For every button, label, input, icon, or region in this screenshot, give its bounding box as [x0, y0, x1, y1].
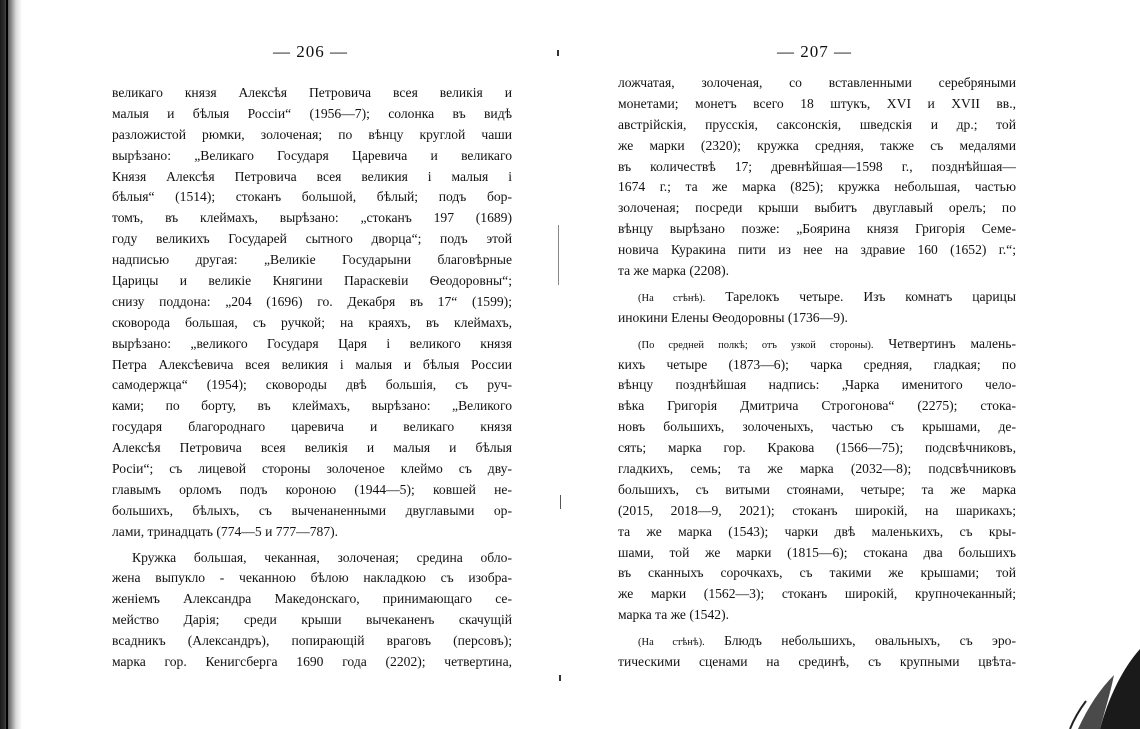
text-line: инокини Елены Ѳеодоровны (1736—9). [618, 309, 848, 325]
left-page-number: — 206 — [273, 42, 348, 61]
text-line: малыя и бѣлыя Россіи“ (1956—7); солонка въ видѣ [112, 105, 512, 121]
paragraph [618, 631, 1016, 673]
page-edge-shadow [0, 0, 22, 729]
text-line: бѣлыя“ (1514); стоканъ большой, бѣлый; подъ бор- [112, 189, 512, 205]
text-line: та же марка (1543); чарки двѣ маленькихъ, съ кры- [618, 523, 1016, 539]
text-line: вѣка Григорія Дмитрича Строгонова“ (2275); стока- [618, 398, 1016, 414]
text-line: вырѣзано: „великого Государя Царя і великого князя [112, 335, 512, 351]
text-line [618, 287, 1016, 308]
text-line: въ количествѣ 17; древнѣйшая—1598 г., позднѣйшая— [618, 158, 1016, 174]
text-line: большихъ, бѣлыхъ, съ выченаненными двуглавыми ор- [112, 502, 512, 518]
text-line: новича Куракина пити из нее на здравие 160 (1652) г.“; [618, 242, 1016, 258]
text-line: году великихъ Государей сытного дворца“; подъ этой [112, 231, 512, 247]
text-line: Росіи“; съ лицевой стороны золоченое клеймо съ дву- [112, 461, 512, 477]
text-line: Кружка большая, чеканная, золоченая; средина обло- [132, 549, 512, 565]
text-line: жена выпукло - чеканною бѣлою накладкою съ изобра- [112, 570, 512, 586]
text-line: вѣнцу вырѣзано позже: „Боярина князя Григорія Семе- [618, 221, 1016, 237]
text-line: золоченая; посреди крыши выбитъ двуглавый орелъ; по [618, 200, 1016, 216]
text-line: тическими сценами на срединѣ, съ крупными цвѣта- [618, 654, 1016, 670]
gutter-mark [560, 495, 561, 509]
text-line: вѣнцу позднѣйшая надпись: „Чарка именитого чело- [618, 377, 1016, 393]
gutter-mark [559, 675, 561, 681]
text-line: монетами; монетъ всего 18 штукъ, XVI и XVII вв., [618, 95, 1016, 111]
scan-edge-streak [6, 0, 8, 729]
text-line: (2015, 2018—9, 2021); стоканъ широкій, на шарикахъ; [618, 502, 1016, 518]
text-line: томъ, въ клеймахъ, вырѣзано: „стоканъ 197 (1689) [112, 210, 512, 226]
text-line: марка та же (1542). [618, 607, 729, 623]
text-line: разложистой рюмки, золоченая; по вѣнцу круглой чаши [112, 126, 512, 142]
text-line: государя благороднаго царевича и великаго князя [112, 419, 512, 435]
text-line: же марки (1562—3); стоканъ широкій, крупночеканный; [618, 586, 1016, 602]
paragraph [618, 73, 1016, 282]
text-line: главымъ орломъ подъ короною (1944—5); ковшей не- [112, 481, 512, 497]
text-line: самодержца“ (1954); сковороды двѣ большія, съ руч- [112, 377, 512, 393]
text-line: новъ большихъ, золоченыхъ, частью съ крышами, де- [618, 419, 1016, 435]
text-line: сять; марка гор. Кракова (1566—75); подсвѣчниковъ, [618, 440, 1016, 456]
paragraph [112, 548, 512, 673]
text-line: сковорода большая, съ ручкой; на краяхъ, въ клеймахъ, [112, 314, 512, 330]
text-line: женіемъ Александра Македонскаго, принимающаго се- [112, 591, 512, 607]
text-line: та же марка (2208). [618, 263, 729, 279]
text-line: вырѣзано: „Великаго Государя Царевича и великаго [112, 147, 512, 163]
right-page-curl-shadow [1030, 609, 1140, 729]
text-line [618, 334, 1016, 355]
text-line: въ сканныхъ сорочкахъ, съ такими же крышами; той [618, 565, 1016, 581]
section-heading: (По средней полкѣ; отъ узкой стороны). [638, 339, 874, 351]
text-line: же марки (2320); кружка средняя, также съ медалями [618, 137, 1016, 153]
section-heading: (На стѣнѣ). [638, 292, 706, 304]
text-run: Четвертинъ малень- [888, 335, 1016, 351]
text-run: Тарелокъ четыре. Изъ комнатъ царицы [725, 288, 1017, 304]
text-line: австрійскія, прусскія, саксонскія, шведскія и др.; той [618, 116, 1016, 132]
text-line: Петра Алексѣевича всея великия і малыя и бѣлыя России [112, 356, 512, 372]
text-line: кихъ четыре (1873—6); чарка средняя, гладкая; по [618, 356, 1016, 372]
left-page-text [112, 83, 512, 673]
text-line: снизу поддона: „204 (1696) го. Декабря въ 17“ (1599); [112, 293, 512, 309]
paragraph [618, 287, 1016, 329]
text-line [618, 631, 1016, 652]
text-line: великаго князя Алексѣя Петровича всея великія и [112, 85, 512, 100]
text-line: ложчатая, золоченая, со вставленными серебряными [618, 75, 1016, 90]
text-run: Блюдъ небольшихъ, овальныхъ, съ эро- [724, 633, 1016, 649]
text-line: гладкихъ, семь; та же марка (2032—8); подсвѣчниковъ [618, 461, 1016, 477]
paragraph [112, 83, 512, 543]
text-line: лами, тринадцать (774—5 и 777—787). [112, 523, 339, 539]
text-line: мейство Дарія; среди крыши вычеканенъ скачущій [112, 612, 512, 628]
gutter-mark [558, 225, 559, 285]
text-line: шами, той же марки (1815—6); стокана два большихъ [618, 544, 1016, 560]
text-line: 1674 г.; та же марка (825); кружка небольшая, частью [618, 179, 1016, 195]
text-line: Алексѣя Петровича всея великія и малыя и бѣлыя [112, 440, 512, 456]
section-heading: (На стѣнѣ). [638, 637, 705, 649]
right-page-text [618, 73, 1016, 673]
text-line: Царицы и великіе Княгини Параскевіи Ѳеодоровны“; [112, 273, 512, 289]
paragraph [618, 334, 1016, 626]
right-page-number: — 207 — [777, 42, 852, 61]
text-line: большихъ, съ витыми стоянами, четыре; та же марка [618, 481, 1016, 497]
gutter-mark [557, 50, 559, 56]
text-line: Князя Алексѣя Петровича всея великия і малыя і [112, 168, 512, 184]
text-line: всадникъ (Александръ), попирающій враговъ (персовъ); [112, 633, 512, 649]
text-line: ками; по борту, въ клеймахъ, вырѣзано: „Великого [112, 398, 512, 414]
text-line: надписью другая: „Великіе Государыни благовѣрные [112, 252, 512, 268]
text-line: марка гор. Кенигсберга 1690 года (2202); четвертина, [112, 654, 512, 670]
